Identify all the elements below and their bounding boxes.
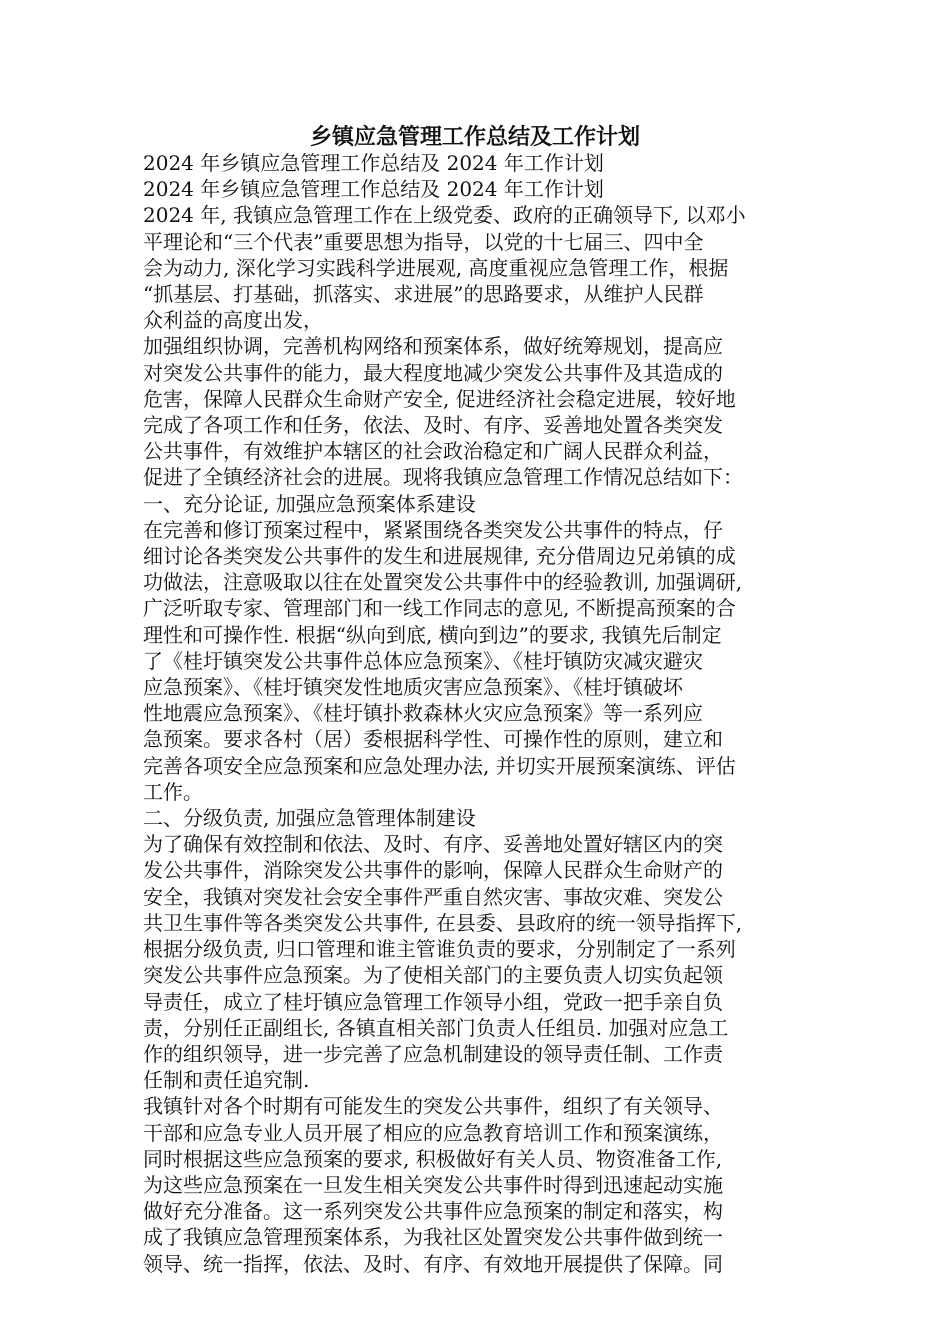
body-text-line: 应急预案》、《桂圩镇突发性地质灾害应急预案》、《桂圩镇破坏 bbox=[143, 675, 683, 700]
body-text-line: 2024 年, 我镇应急管理工作在上级党委、政府的正确领导下, 以邓小 bbox=[143, 203, 746, 228]
body-text-line: 我镇针对各个时期有可能发生的突发公共事件，组织了有关领导、 bbox=[143, 1094, 723, 1119]
body-text-line: 了《桂圩镇突发公共事件总体应急预案》、《桂圩镇防灾减灾避灾 bbox=[143, 648, 703, 673]
body-text-line: 理性和可操作性. 根据“纵向到底, 横向到边”的要求, 我镇先后制定 bbox=[143, 622, 722, 647]
body-text-line: 为这些应急预案在一旦发生相关突发公共事件时得到迅速起动实施 bbox=[143, 1172, 723, 1197]
body-text-line: 做好充分准备。这一系列突发公共事件应急预案的制定和落实，构 bbox=[143, 1199, 723, 1224]
body-text-line: 同时根据这些应急预案的要求, 积极做好有关人员、物资准备工作, bbox=[143, 1146, 723, 1171]
body-text-line: 危害，保障人民群众生命财产安全, 促进经济社会稳定进展，较好地 bbox=[143, 386, 736, 411]
body-text-line: 细讨论各类突发公共事件的发生和进展规律, 充分借周边兄弟镇的成 bbox=[143, 544, 736, 569]
body-text-line: 完成了各项工作和任务，依法、及时、有序、妥善地处置各类突发 bbox=[143, 413, 723, 438]
body-text-line: 促进了全镇经济社会的进展。现将我镇应急管理工作情况总结如下： bbox=[143, 465, 743, 490]
body-text-line: 完善各项安全应急预案和应急处理办法, 并切实开展预案演练、评估 bbox=[143, 753, 736, 778]
body-text-line: 工作。 bbox=[143, 779, 203, 804]
body-text-line: 在完善和修订预案过程中，紧紧围绕各类突发公共事件的特点，仔 bbox=[143, 517, 723, 542]
body-text-line: 责，分别任正副组长, 各镇直相关部门负责人任组员. 加强对应急工 bbox=[143, 1015, 729, 1040]
body-text-line: 干部和应急专业人员开展了相应的应急教育培训工作和预案演练， bbox=[143, 1120, 723, 1145]
document-title: 乡镇应急管理工作总结及工作计划 bbox=[309, 124, 640, 150]
body-text-line: 突发公共事件应急预案。为了使相关部门的主要负责人切实负起领 bbox=[143, 963, 723, 988]
body-text-line: 广泛听取专家、管理部门和一线工作同志的意见, 不断提高预案的合 bbox=[143, 596, 736, 621]
body-text-line: 任制和责任追究制. bbox=[143, 1068, 310, 1093]
body-text-line: 加强组织协调，完善机构网络和预案体系，做好统筹规划，提高应 bbox=[143, 334, 723, 359]
body-text-line: 为了确保有效控制和依法、及时、有序、妥善地处置好辖区内的突 bbox=[143, 832, 723, 857]
body-text-line: 二、分级负责, 加强应急管理体制建设 bbox=[143, 806, 476, 831]
body-text-line: 安全，我镇对突发社会安全事件严重自然灾害、事故灾难、突发公 bbox=[143, 884, 723, 909]
body-text-line: 一、充分论证, 加强应急预案体系建设 bbox=[143, 491, 476, 516]
body-text-line: 功做法，注意吸取以往在处置突发公共事件中的经验教训, 加强调研, bbox=[143, 570, 743, 595]
body-text-line: 对突发公共事件的能力，最大程度地减少突发公共事件及其造成的 bbox=[143, 360, 723, 385]
body-text-line: 成了我镇应急管理预案体系，为我社区处置突发公共事件做到统一 bbox=[143, 1225, 723, 1250]
document-body bbox=[143, 150, 808, 1277]
body-text-line: 共卫生事件等各类突发公共事件, 在县委、县政府的统一领导指挥下, bbox=[143, 910, 743, 935]
body-text-line: 平理论和“三个代表”重要思想为指导，以党的十七届三、四中全 bbox=[143, 229, 704, 254]
body-text-line: 会为动力, 深化学习实践科学进展观, 高度重视应急管理工作，根据 bbox=[143, 255, 729, 280]
body-text-line: 公共事件，有效维护本辖区的社会政治稳定和广阔人民群众利益， bbox=[143, 439, 723, 464]
body-text-line: 作的组织领导，进一步完善了应急机制建设的领导责任制、工作责 bbox=[143, 1041, 723, 1066]
body-text-line: 众利益的高度出发， bbox=[143, 308, 323, 333]
body-text-line: 导责任，成立了桂圩镇应急管理工作领导小组，党政一把手亲自负 bbox=[143, 989, 723, 1014]
body-text-line: 发公共事件，消除突发公共事件的影响，保障人民群众生命财产的 bbox=[143, 858, 723, 883]
body-text-line: 急预案。要求各村（居）委根据科学性、可操作性的原则，建立和 bbox=[143, 727, 723, 752]
body-text-line: 根据分级负责, 归口管理和谁主管谁负责的要求，分别制定了一系列 bbox=[143, 937, 736, 962]
body-text-line: 性地震应急预案》、《桂圩镇扑救森林火灾应急预案》等一系列应 bbox=[143, 701, 703, 726]
body-text-line: 领导、统一指挥，依法、及时、有序、有效地开展提供了保障。同 bbox=[143, 1251, 723, 1276]
body-text-line: “抓基层、打基础，抓落实、求进展”的思路要求，从维护人民群 bbox=[143, 282, 704, 307]
body-text-line: 2024 年乡镇应急管理工作总结及 2024 年工作计划 bbox=[143, 177, 604, 202]
body-text-line: 2024 年乡镇应急管理工作总结及 2024 年工作计划 bbox=[143, 151, 604, 175]
